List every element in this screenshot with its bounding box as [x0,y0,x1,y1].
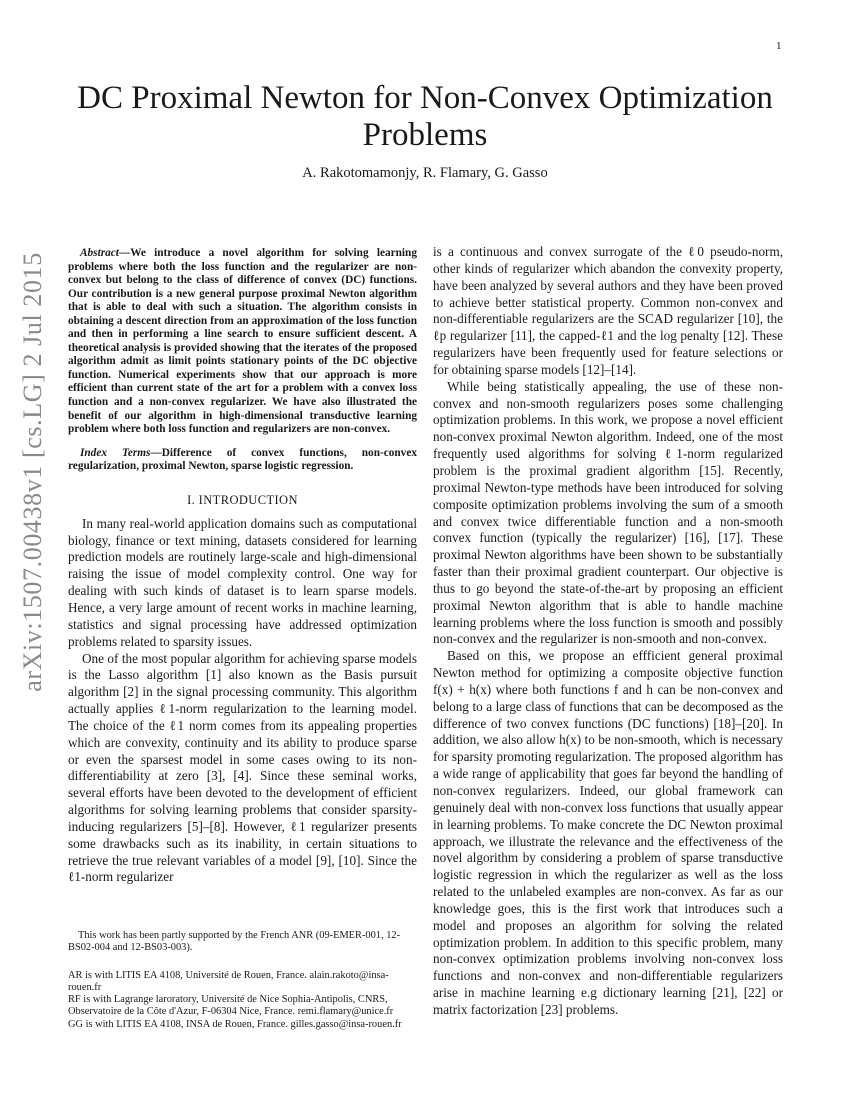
paragraph: is a continuous and convex surrogate of the ℓ0 pseudo-norm, other kinds of regularizer which abandon the convexity property, have been analyzed by several authors and they have been proved to achieve better statistical property. Common non-convex and non-differentiable regularizers are the SCAD regularizer [10], the ℓp regularizer [11], the capped-ℓ1 and the log penalty [12]. These regularizers have been frequently used for feature selections or for obtaining sparse models [12]–[14]. [433,244,783,377]
section-heading-introduction: I. INTRODUCTION [187,492,298,507]
arxiv-stamp [8,252,58,692]
paragraph: While being statistically appealing, the use of these non-convex and non-smooth regularizers poses some challenging optimization problems. In this work, we propose a novel efficient non-convex proximal Newton algorithm. Indeed, one of the most frequently used algorithms for solving ℓ1-norm regularized problem is the proximal gradient algorithm [15]. Recently, proximal Newton-type methods have been introduced for solving composite optimization problems involving the sum of a smooth and convex twice differentiable function and a non-smooth convex function (typically the regularizer) [16], [17]. These proximal Newton algorithms have been shown to be substantially faster than their proximal gradient counterpart. Our objective is thus to go beyond the state-of-the-art by proposing an efficient proximal Newton algorithm that is able to handle machine learning problems where the loss function is smooth and possibly non-convex and the regularizer is non-smooth and non-convex. [433,378,783,647]
abstract-text: We introduce a novel algorithm for solving learning problems where both the loss function and the regularizer are non-convex but belong to the class of difference of convex (DC) functions. Our contribution is a new general purpose proximal Newton algorithm that is able to deal with such a situation. The algorithm consists in obtaining a descent direction from an approximation of the loss function and then in performing a line search to ensure sufficient descent. A theoretical analysis is provided showing that the iterates of the proposed algorithm admit as limit points stationary points of the DC objective function. Numerical experiments show that our approach is more efficient than current state of the art for a problem with a convex loss function and a non-convex regularizer. We have also illustrated the benefit of our algorithm in high-dimensional transductive learning problem where both loss function and regularizers are non-convex. [68,247,417,436]
index-terms-text: —Difference of convex functions, non-convex regularization, proximal Newton, sparse logistic regression. [68,446,417,473]
paper-authors: A. Rakotomamonjy, R. Flamary, G. Gasso [302,165,548,181]
index-terms-label: Index Terms [80,446,151,459]
paragraph: One of the most popular algorithm for achieving sparse models is the Lasso algorithm [1] also known as the Basis pursuit algorithm [2] in the signal processing community. This algorithm actually applies ℓ1-norm regularization to the learning model. The choice of the ℓ1 norm comes from its appealing properties which are convexity, continuity and its ability to produce sparse or even the sparsest model in some cases owing to its non-differentiability at zero [3], [4]. Since these seminal works, several efforts have been devoted to the development of efficient algorithms for solving learning problems that consider sparsity-inducing regularizers [5]–[8]. However, ℓ1 regularizer presents some drawbacks such as its inability, in certain situations to retrieve the true relevant variables of a model [9], [10]. Since the ℓ1-norm regularizer [68,650,417,885]
footnote-affiliation: AR is with LITIS EA 4108, Université de Rouen, France. alain.rakoto@insa-rouen.fr [68,970,389,994]
footnotes [68,930,417,1031]
paragraph: In many real-world application domains such as computational biology, finance or text mining, datasets considered for learning prediction models are routinely large-scale and high-dimensional raising the issue of model complexity control. One way for dealing with such kinds of dataset is to learn sparse models. Hence, a very large amount of recent works in machine learning, statistics and signal processing have addressed optimization problems related to sparsity issues. [68,515,417,649]
left-column [68,247,417,886]
abstract [68,247,417,437]
footnote-funding: This work has been partly supported by the French ANR (09-EMER-001, 12-BS02-004 and 12-BS03-003). [68,930,401,954]
paper-title: DC Proximal Newton for Non-Convex Optimization Problems [77,80,773,153]
arxiv-identifier: arXiv:1507.00438v1 [cs.LG] 2 Jul 2015 [18,252,48,692]
paragraph: Based on this, we propose an effficient general proximal Newton method for optimizing a composite objective function f(x) + h(x) where both functions f and h can be non-convex and belong to a large class of functions that can be decomposed as the difference of two convex functions (DC functions) [18]–[20]. In addition, we also allow h(x) to be non-smooth, which is necessary for sparsity promoting regularization. The proposed algorithm has a wide range of applicability that goes far beyond the handling of non-convex regularizers. Indeed, our global framework can genuinely deal with non-convex loss functions that usually appear in learning problems. To make concrete the DC Newton proximal approach, we illustrate the relevance and the effectiveness of the novel algorithm by considering a problem of sparse transductive logistic regression in which the regularizer as well as the loss related to the unlabeled examples are non-convex. As far as our knowledge goes, this is the first work that introduces such a model and proposes an algorithm for solving the related optimization problem. In addition to this specific problem, many non-convex optimization problems involving non-convex loss functions and non-convex and non-differentiable regularizers arise in machine learning e.g dictionary learning [21], [22] or matrix factorization [23] problems. [433,648,783,1017]
footnote-affiliation: GG is with LITIS EA 4108, INSA de Rouen, France. gilles.gasso@insa-rouen.fr [68,1018,402,1030]
right-column [433,244,783,1019]
abstract-label: Abstract— [80,247,131,259]
page-number: 1 [776,40,782,52]
index-terms [68,447,417,474]
footnote-affiliation: RF is with Lagrange laroratory, Université de Nice Sophia-Antipolis, CNRS, Observatoire de la Côte d'Azur, F-06304 Nice, France. remi.flamary@unice.fr [68,994,394,1018]
